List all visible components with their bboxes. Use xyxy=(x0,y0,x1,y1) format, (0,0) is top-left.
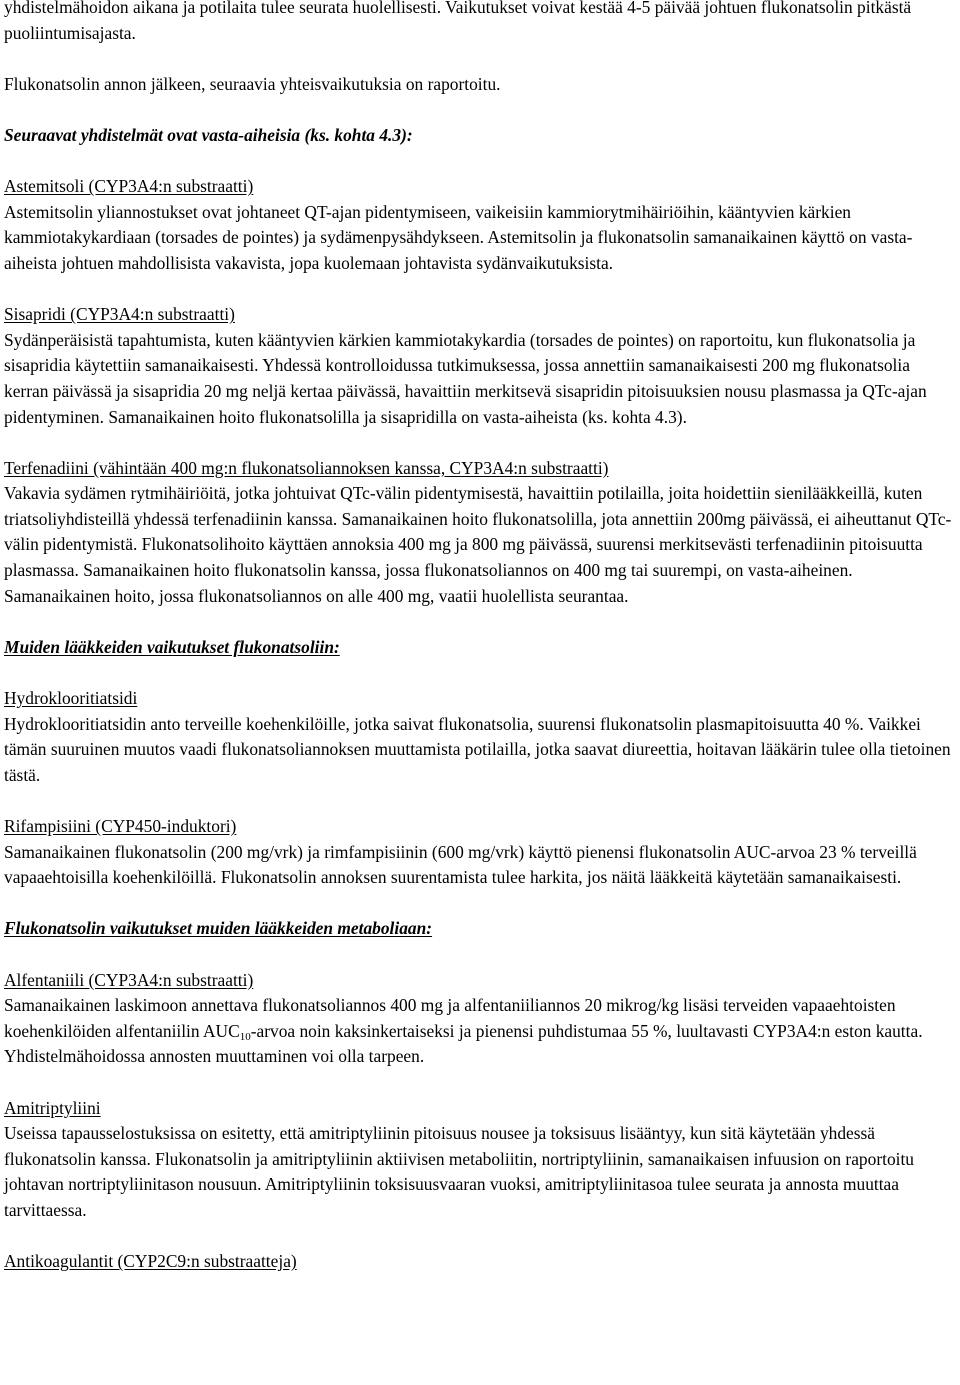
alfentanil-heading: Alfentaniili (CYP3A4:n substraatti) xyxy=(4,969,254,990)
rifampicin-body: Samanaikainen flukonatsolin (200 mg/vrk) ja rimfampisiinin (600 mg/vrk) käyttö pienensi flukonatsolin AUC-arvoa 23 % terveillä vapaaehtoisilla koehenkilöillä. Flukonatsolin annoksen suurentamista tulee harkita, jos näitä lääkkeitä käytetään samanaikaisesti. xyxy=(4,841,917,888)
astemizole-heading: Astemitsoli (CYP3A4:n substraatti) xyxy=(4,176,254,197)
amitriptyline-heading: Amitriptyliini xyxy=(4,1097,101,1118)
hydrochlorothiazide-section xyxy=(4,686,956,788)
document-page xyxy=(4,0,956,1275)
cisapride-heading: Sisapridi (CYP3A4:n substraatti) xyxy=(4,304,235,325)
anticoagulants-section xyxy=(4,1249,956,1275)
alfentanil-body xyxy=(4,993,956,1070)
intro-paragraph: yhdistelmähoidon aikana ja potilaita tulee seurata huolellisesti. Vaikutukset voivat kestää 4-5 päivää johtuen flukonatsolin pitkästä puoliintumisajasta. xyxy=(4,0,912,43)
hydrochlorothiazide-heading: Hydroklooritiatsidi xyxy=(4,688,138,709)
alfentanil-body-part1: Samanaikainen laskimoon annettava flukonatsoliannos 400 mg ja alfentaniiliannos 20 mikrog/kg lisäsi terveiden vapaaehtoisten koehenkilöiden alfentaniilin AUC xyxy=(4,995,896,1041)
cisapride-section xyxy=(4,302,956,430)
astemizole-body: Astemitsolin yliannostukset ovat johtaneet QT-ajan pidentymiseen, vaikeisiin kammiorytmihäiriöihin, kääntyvien kärkien kammiotakykardiaan (torsades de pointes) ja sydämenpysähdykseen. Astemitsolin ja flukonatsolin samanaikainen käyttö on vasta-aiheista johtuen mahdollisista vakavista, jopa kuolemaan johtavista sydänvaikutuksista. xyxy=(4,201,913,273)
terfenadine-heading: Terfenadiini (vähintään 400 mg:n flukonatsoliannoksen kanssa, CYP3A4:n substraatti) xyxy=(4,457,609,478)
reported-interactions-paragraph: Flukonatsolin annon jälkeen, seuraavia yhteisvaikutuksia on raportoitu. xyxy=(4,73,501,94)
amitriptyline-body: Useissa tapausselostuksissa on esitetty, että amitriptyliinin pitoisuus nousee ja toksisuus lisääntyy, kun sitä käytetään yhdessä flukonatsolin kanssa. Flukonatsolin ja amitriptyliinin aktiivisen metaboliitin, nortriptyliinin, samanaikaisen infuusion on raportoitu johtavan nortriptyliinitason nousuun. Amitriptyliinin toksisuusvaaran vuoksi, amitriptyliinitasoa tulee seurata ja annosta muuttaa tarvittaessa. xyxy=(4,1123,914,1220)
other-drugs-on-fluconazole-heading: Muiden lääkkeiden vaikutukset flukonatsoliin: xyxy=(4,636,340,657)
amitriptyline-section xyxy=(4,1096,956,1224)
auc-subscript: 10 xyxy=(239,1030,251,1043)
terfenadine-section xyxy=(4,456,956,610)
fluconazole-on-other-drugs-heading: Flukonatsolin vaikutukset muiden lääkkeiden metaboliaan: xyxy=(4,918,433,939)
anticoagulants-heading: Antikoagulantit (CYP2C9:n substraatteja) xyxy=(4,1251,297,1272)
terfenadine-body: Vakavia sydämen rytmihäiriöitä, jotka johtuivat QTc-välin pidentymisestä, havaittiin potilailla, joita hoidettiin sienilääkkeillä, kuten triatsoliyhdisteillä yhdessä terfenadiinin kanssa. Samanaikainen hoito flukonatsolilla, jota annettiin 200mg päivässä, ei aiheuttanut QTc-välin pidentymistä. Flukonatsolihoito käyttäen annoksia 400 mg ja 800 mg päivässä, suurensi merkitsevästi terfenadiinin pitoisuutta plasmassa. Samanaikainen hoito flukonatsolin kanssa, jossa flukonatsoliannos on 400 mg tai suurempi, on vasta-aiheinen. Samanaikainen hoito, jossa flukonatsoliannos on alle 400 mg, vaatii huolellista seurantaa. xyxy=(4,483,952,606)
rifampicin-section xyxy=(4,814,956,891)
alfentanil-body-part2: -arvoa noin kaksinkertaiseksi ja pienensi puhdistumaa 55 %, luultavasti CYP3A4:n eston kautta. Yhdistelmähoidossa annosten muuttaminen voi olla tarpeen. xyxy=(4,1020,923,1067)
astemizole-section xyxy=(4,174,956,276)
contraindicated-combinations-heading: Seuraavat yhdistelmät ovat vasta-aiheisia (ks. kohta 4.3): xyxy=(4,124,413,145)
hydrochlorothiazide-body: Hydroklooritiatsidin anto terveille koehenkilöille, jotka saivat flukonatsolia, suurensi flukonatsolin plasmapitoisuutta 40 %. Vaikkei tämän suuruinen muutos vaadi flukonatsoliannoksen muuttamista potilailla, jotka saavat diureettia, hoitavan lääkärin tulee olla tietoinen tästä. xyxy=(4,713,951,785)
cisapride-body: Sydänperäisistä tapahtumista, kuten kääntyvien kärkien kammiotakykardia (torsades de pointes) on raportoitu, kun flukonatsolia ja sisapridia käytettiin samanaikaisesti. Yhdessä kontrolloidussa tutkimuksessa, jossa annettiin samanaikaisesti 200 mg flukonatsolia kerran päivässä ja sisapridia 20 mg neljä kertaa päivässä, havaittiin merkitsevä sisapridin pitoisuuksien nousu plasmassa ja QTc-ajan pidentyminen. Samanaikainen hoito flukonatsolilla ja sisapridilla on vasta-aiheista (ks. kohta 4.3). xyxy=(4,329,927,427)
alfentanil-section xyxy=(4,968,956,1070)
rifampicin-heading: Rifampisiini (CYP450-induktori) xyxy=(4,816,237,836)
